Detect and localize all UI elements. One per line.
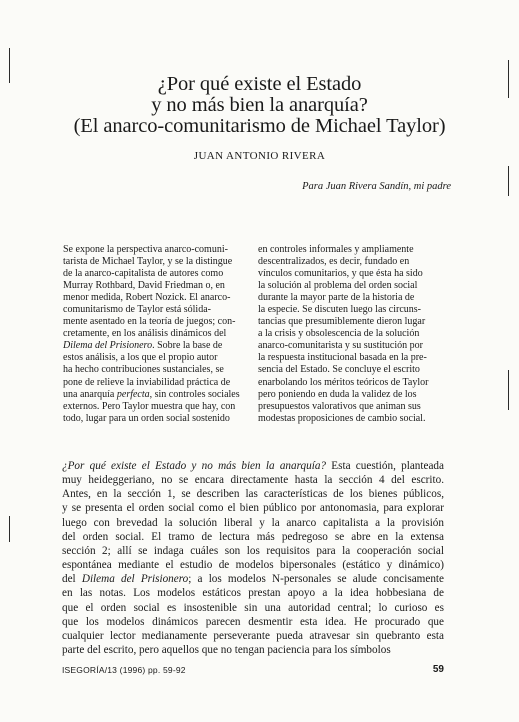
body-line: sección 2; allí se indaga cuáles son los requisitos para la cooperación social <box>62 544 444 557</box>
abstract-line: menor medida, Robert Nozick. El anarco- <box>63 292 231 304</box>
abstract-line: vínculos comunitarios, y que ésta ha sido <box>258 268 423 280</box>
journal-citation: ISEGORÍA/13 (1996) pp. 59-92 <box>62 665 186 675</box>
abstract-line: descentralizados, es decir, fundado en <box>258 256 410 268</box>
abstract-line: Se expone la perspectiva anarco-comuni- <box>63 244 228 255</box>
title-line-3: (El anarco-comunitarismo de Michael Taylor) <box>73 115 446 137</box>
scan-edge-left-bottom <box>9 516 10 542</box>
body-line: espontánea mediante el estudio de modelos bipersonales (estático y dinámico) <box>62 559 444 572</box>
italic-phrase: Dilema del Prisionero <box>81 573 189 586</box>
abstract-column-left <box>63 244 247 425</box>
body-line: parte del escrito, pero aquellos que no tengan paciencia para los símbolos <box>62 644 391 657</box>
body-line: del Dilema del Prisionero; a los modelos N-personales se alude concisamente <box>62 573 444 586</box>
scan-edge-right-mid <box>508 166 509 196</box>
dedication: Para Juan Rivera Sandín, mi padre <box>302 181 451 192</box>
abstract-line: sencia del Estado. Se concluye el escrito <box>258 364 420 376</box>
body-line: ¿Por qué existe el Estado y no más bien la anarquía? Esta cuestión, planteada <box>62 460 444 472</box>
abstract-line: a la crisis y obsolescencia de la solución <box>258 328 420 340</box>
abstract-line: tancias que presumiblemente dieron lugar <box>258 316 426 328</box>
body-line: que el orden social es insostenible sin una autoridad central; lo curioso es <box>62 601 444 614</box>
abstract-line: cretamente, en los análisis dinámicos del <box>63 328 227 340</box>
abstract-line: tarista de Michael Taylor, y se la distingue <box>63 256 233 268</box>
body-line: y se presenta el orden social como el bien público por antonomasia, para explorar <box>62 502 444 515</box>
scan-edge-right-low <box>508 370 509 410</box>
abstract-line: enarbolando los méritos teóricos de Taylor <box>258 376 429 388</box>
abstract-line: en controles informales y ampliamente <box>258 244 414 255</box>
italic-phrase: perfecta <box>116 388 150 400</box>
abstract-line: Murray Rothbard, David Friedman o, en <box>63 280 225 292</box>
abstract-line: estos análisis, a los que el propio autor <box>63 352 218 364</box>
abstract-line: comunitarismo de Taylor está sólida- <box>63 304 211 316</box>
abstract <box>63 244 442 425</box>
abstract-line: Dilema del Prisionero. Sobre la base de <box>63 340 223 352</box>
body-line: en las notas. Los modelos estáticos prestan apoyo a la idea hobbesiana de <box>62 587 444 600</box>
article-title <box>0 74 519 137</box>
abstract-line: la especie. Se discuten luego las circuns- <box>258 304 421 316</box>
body-line: muy heideggeriano, no se encara directamente hasta la sección 4 del escrito. <box>62 474 444 487</box>
abstract-line: durante la mayor parte de la historia de <box>258 292 415 304</box>
author-name: JUAN ANTONIO RIVERA <box>193 150 326 162</box>
abstract-line: presupuestos valorativos que animan sus <box>258 400 421 412</box>
abstract-line: anarco-comunitarista y su sustitución por <box>258 340 423 352</box>
body-line: luego con brevedad la solución liberal y la anarco capitalista a la provisión <box>62 516 444 529</box>
abstract-line: externos. Pero Taylor muestra que hay, con <box>63 400 236 412</box>
abstract-line: de la anarco-capitalista de autores como <box>63 268 224 280</box>
abstract-line: modestas proposiciones de cambio social. <box>258 412 426 424</box>
abstract-line: la solución al problema del orden social <box>258 280 418 292</box>
title-line-1: ¿Por qué existe el Estado <box>157 73 362 95</box>
italic-phrase: ¿Por qué existe el Estado y no más bien la anarquía? <box>62 460 327 472</box>
body-line: del orden social. El tramo de lectura más pedregoso se abre en la extensa <box>62 530 444 543</box>
abstract-line: la respuesta institucional basada en la pre- <box>258 352 427 364</box>
abstract-line: pone de relieve la inviabilidad práctica de <box>63 376 231 388</box>
body-line: Antes, en la sección 1, se describen las características de los bienes públicos, <box>62 488 444 501</box>
title-line-2: y no más bien la anarquía? <box>151 94 368 116</box>
abstract-column-right <box>258 244 442 425</box>
body-text <box>62 459 444 657</box>
page-number: 59 <box>432 664 444 675</box>
italic-phrase: Dilema del Prisionero <box>63 340 153 352</box>
body-line: que los modelos dinámicos parecen desmentir esta idea. He procurado que <box>62 615 444 628</box>
abstract-line: todo, lugar para un orden social sostenido <box>63 412 230 424</box>
body-line: cualquier lector medianamente perseverante pueda atravesar sin quebranto esta <box>62 629 444 642</box>
abstract-line: una anarquía perfecta, sin controles sociales <box>63 388 240 400</box>
abstract-line: ha hecho contribuciones sustanciales, se <box>63 364 224 376</box>
abstract-line: mente asentado en la teoría de juegos; con- <box>63 316 236 328</box>
abstract-line: pero poniendo en duda la validez de los <box>258 388 417 400</box>
